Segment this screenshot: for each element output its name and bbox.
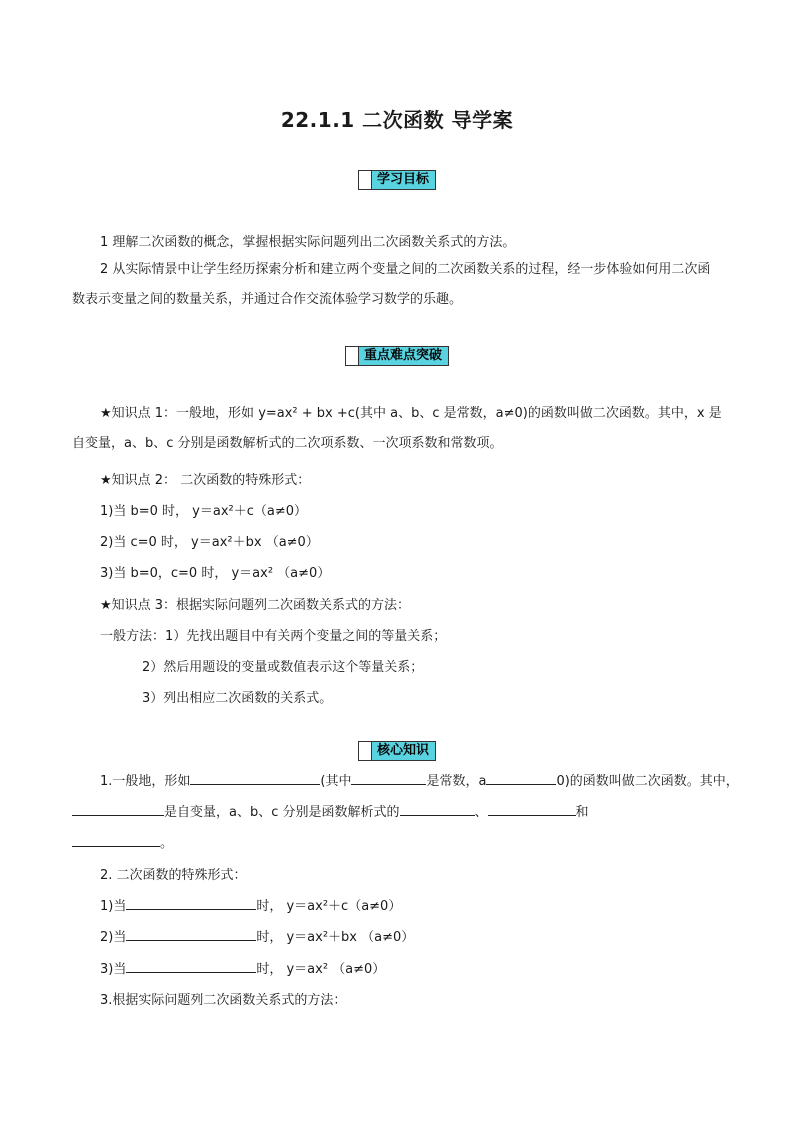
core-question-1-line-1: 1.一般地，形如 (其中 是常数，a 0)的函数叫做二次函数。其中， bbox=[100, 770, 739, 789]
knowledge-point-2-item-3: 3)当 b=0，c=0 时， y＝ax² （a≠0） bbox=[100, 566, 331, 581]
fill-blank[interactable] bbox=[190, 770, 320, 785]
knowledge-point-2-item-1: 1)当 b=0 时， y＝ax²＋c（a≠0） bbox=[100, 504, 307, 519]
fill-blank[interactable] bbox=[126, 958, 256, 973]
section-heading-core bbox=[0, 741, 794, 763]
core-question-1-line-3: 。 bbox=[72, 832, 173, 851]
fill-blank[interactable] bbox=[126, 895, 256, 910]
core-question-2-item-2: 2)当 时， y＝ax²＋bx （a≠0） bbox=[100, 926, 414, 945]
page-title: 22.1.1 二次函数 导学案 bbox=[280, 108, 514, 132]
knowledge-point-3-item-1: 一般方法：1）先找出题目中有关两个变量之间的等量关系； bbox=[100, 629, 447, 644]
core-question-2-item-1: 1)当 时， y＝ax²＋c（a≠0） bbox=[100, 895, 401, 914]
knowledge-point-3-item-2: 2）然后用题设的变量或数值表示这个等量关系； bbox=[142, 660, 424, 675]
knowledge-point-2-title: ★知识点 2： 二次函数的特殊形式： bbox=[100, 473, 311, 488]
section-heading-key-points bbox=[0, 346, 794, 368]
core-question-1-line-2: 是自变量，a、b、c 分别是函数解析式的 、 和 bbox=[72, 801, 589, 820]
fill-blank[interactable] bbox=[488, 801, 576, 816]
fill-blank[interactable] bbox=[72, 832, 160, 847]
knowledge-point-2-item-2: 2)当 c=0 时， y＝ax²＋bx （a≠0） bbox=[100, 535, 319, 550]
heading-box: 核心知识 bbox=[358, 741, 436, 761]
section-heading-goals bbox=[0, 170, 794, 192]
fill-blank[interactable] bbox=[400, 801, 475, 816]
core-question-2-title: 2. 二次函数的特殊形式： bbox=[100, 868, 247, 883]
fill-blank[interactable] bbox=[72, 801, 164, 816]
fill-blank[interactable] bbox=[351, 770, 426, 785]
core-question-2-item-3: 3)当 时， y＝ax² （a≠0） bbox=[100, 958, 385, 977]
goal-item-2: 2 从实际情景中让学生经历探索分析和建立两个变量之间的二次函数关系的过程，经一步体验如何用二次函数表示变量之间的数量关系，并通过合作交流体验学习数学的乐趣。 bbox=[72, 262, 711, 307]
knowledge-point-3-title: ★知识点 3：根据实际问题列二次函数关系式的方法： bbox=[100, 598, 411, 613]
knowledge-point-1: ★知识点 1：一般地，形如 y=ax² + bx +c(其中 a、b、c 是常数，a≠0)的函数叫做二次函数。其中，x 是自变量，a、b、c 分别是函数解析式的二次项系数、一次项系数和常数项。 bbox=[72, 406, 722, 451]
fill-blank[interactable] bbox=[486, 770, 556, 785]
fill-blank[interactable] bbox=[126, 926, 256, 941]
knowledge-point-3-item-3: 3）列出相应二次函数的关系式。 bbox=[142, 691, 333, 706]
heading-box: 学习目标 bbox=[358, 170, 436, 190]
heading-box: 重点难点突破 bbox=[345, 346, 449, 366]
core-question-3-title: 3.根据实际问题列二次函数关系式的方法： bbox=[100, 993, 347, 1008]
goal-item-1: 1 理解二次函数的概念，掌握根据实际问题列出二次函数关系式的方法。 bbox=[100, 235, 516, 250]
